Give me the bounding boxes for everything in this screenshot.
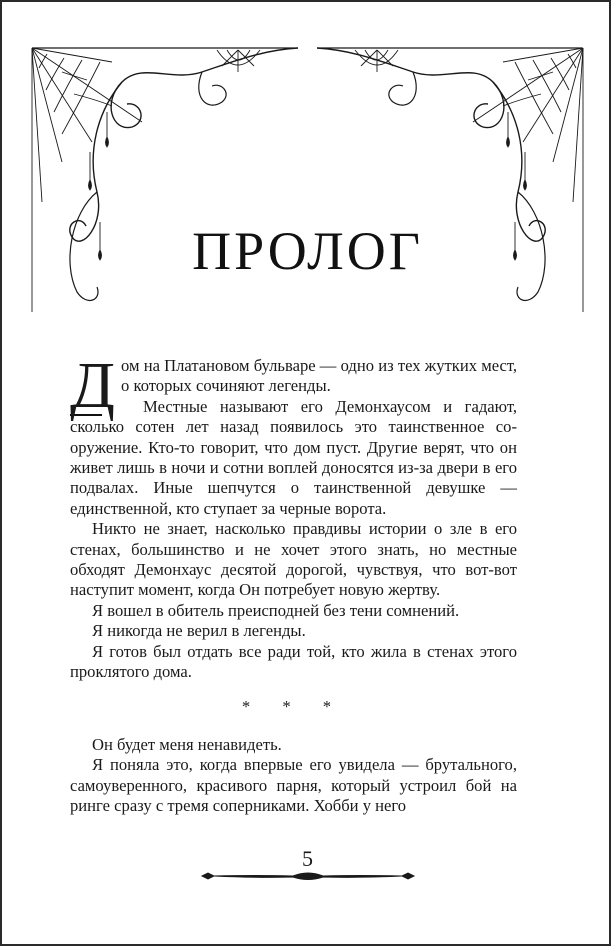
paragraph: Я никогда не верил в легенды. [92,621,306,641]
paragraph [70,349,517,422]
paragraph: Я поняла это, когда впервые его увидела — брутального, самоуверенного, красивого парня, который устроил бой на ринге сразу с тремя соперниками. Хобби у него [70,755,517,816]
page-number: 5 [302,846,313,871]
paragraph: Он будет меня ненавидеть. [92,734,282,754]
chapter-title: ПРОЛОГ [192,221,423,281]
drop-cap: Д [70,349,116,422]
paragraph: Никто не знает, насколько правдивы истории о зле в его стенах, большинство и не хочет этого знать, но местные обходят Демонхаус десятой дорогой, чувствуя, что вот-вот наступит момент, когда Он потребует новую жертву. [70,519,517,600]
paragraph: Я готов был отдать все ради той, кто жила в стенах этого проклятого дома. [70,641,517,682]
spiderweb-corner-icon [2,2,611,332]
section-separator: * * * [241,696,346,716]
body-text [70,349,517,817]
paragraph: Я вошел в обитель преисподней без тени сомнений. [92,600,460,620]
paragraph-text: ом на Платановом бульваре — одно из тех жутких мест, о которых сочиняют легенды. [121,356,517,396]
paragraph: Местные называют его Демонхаусом и гадают, сколько сотен лет назад появилось это таинственное сооружение. Кто-то говорит, что дом пуст. Другие верят, что он живет лишь в ночи и сотни воплей доносятся из-за двери в его подвалах. Иные шепчутся о таинственной девушке — единственной, кто ступает за черные ворота. [70,396,517,518]
